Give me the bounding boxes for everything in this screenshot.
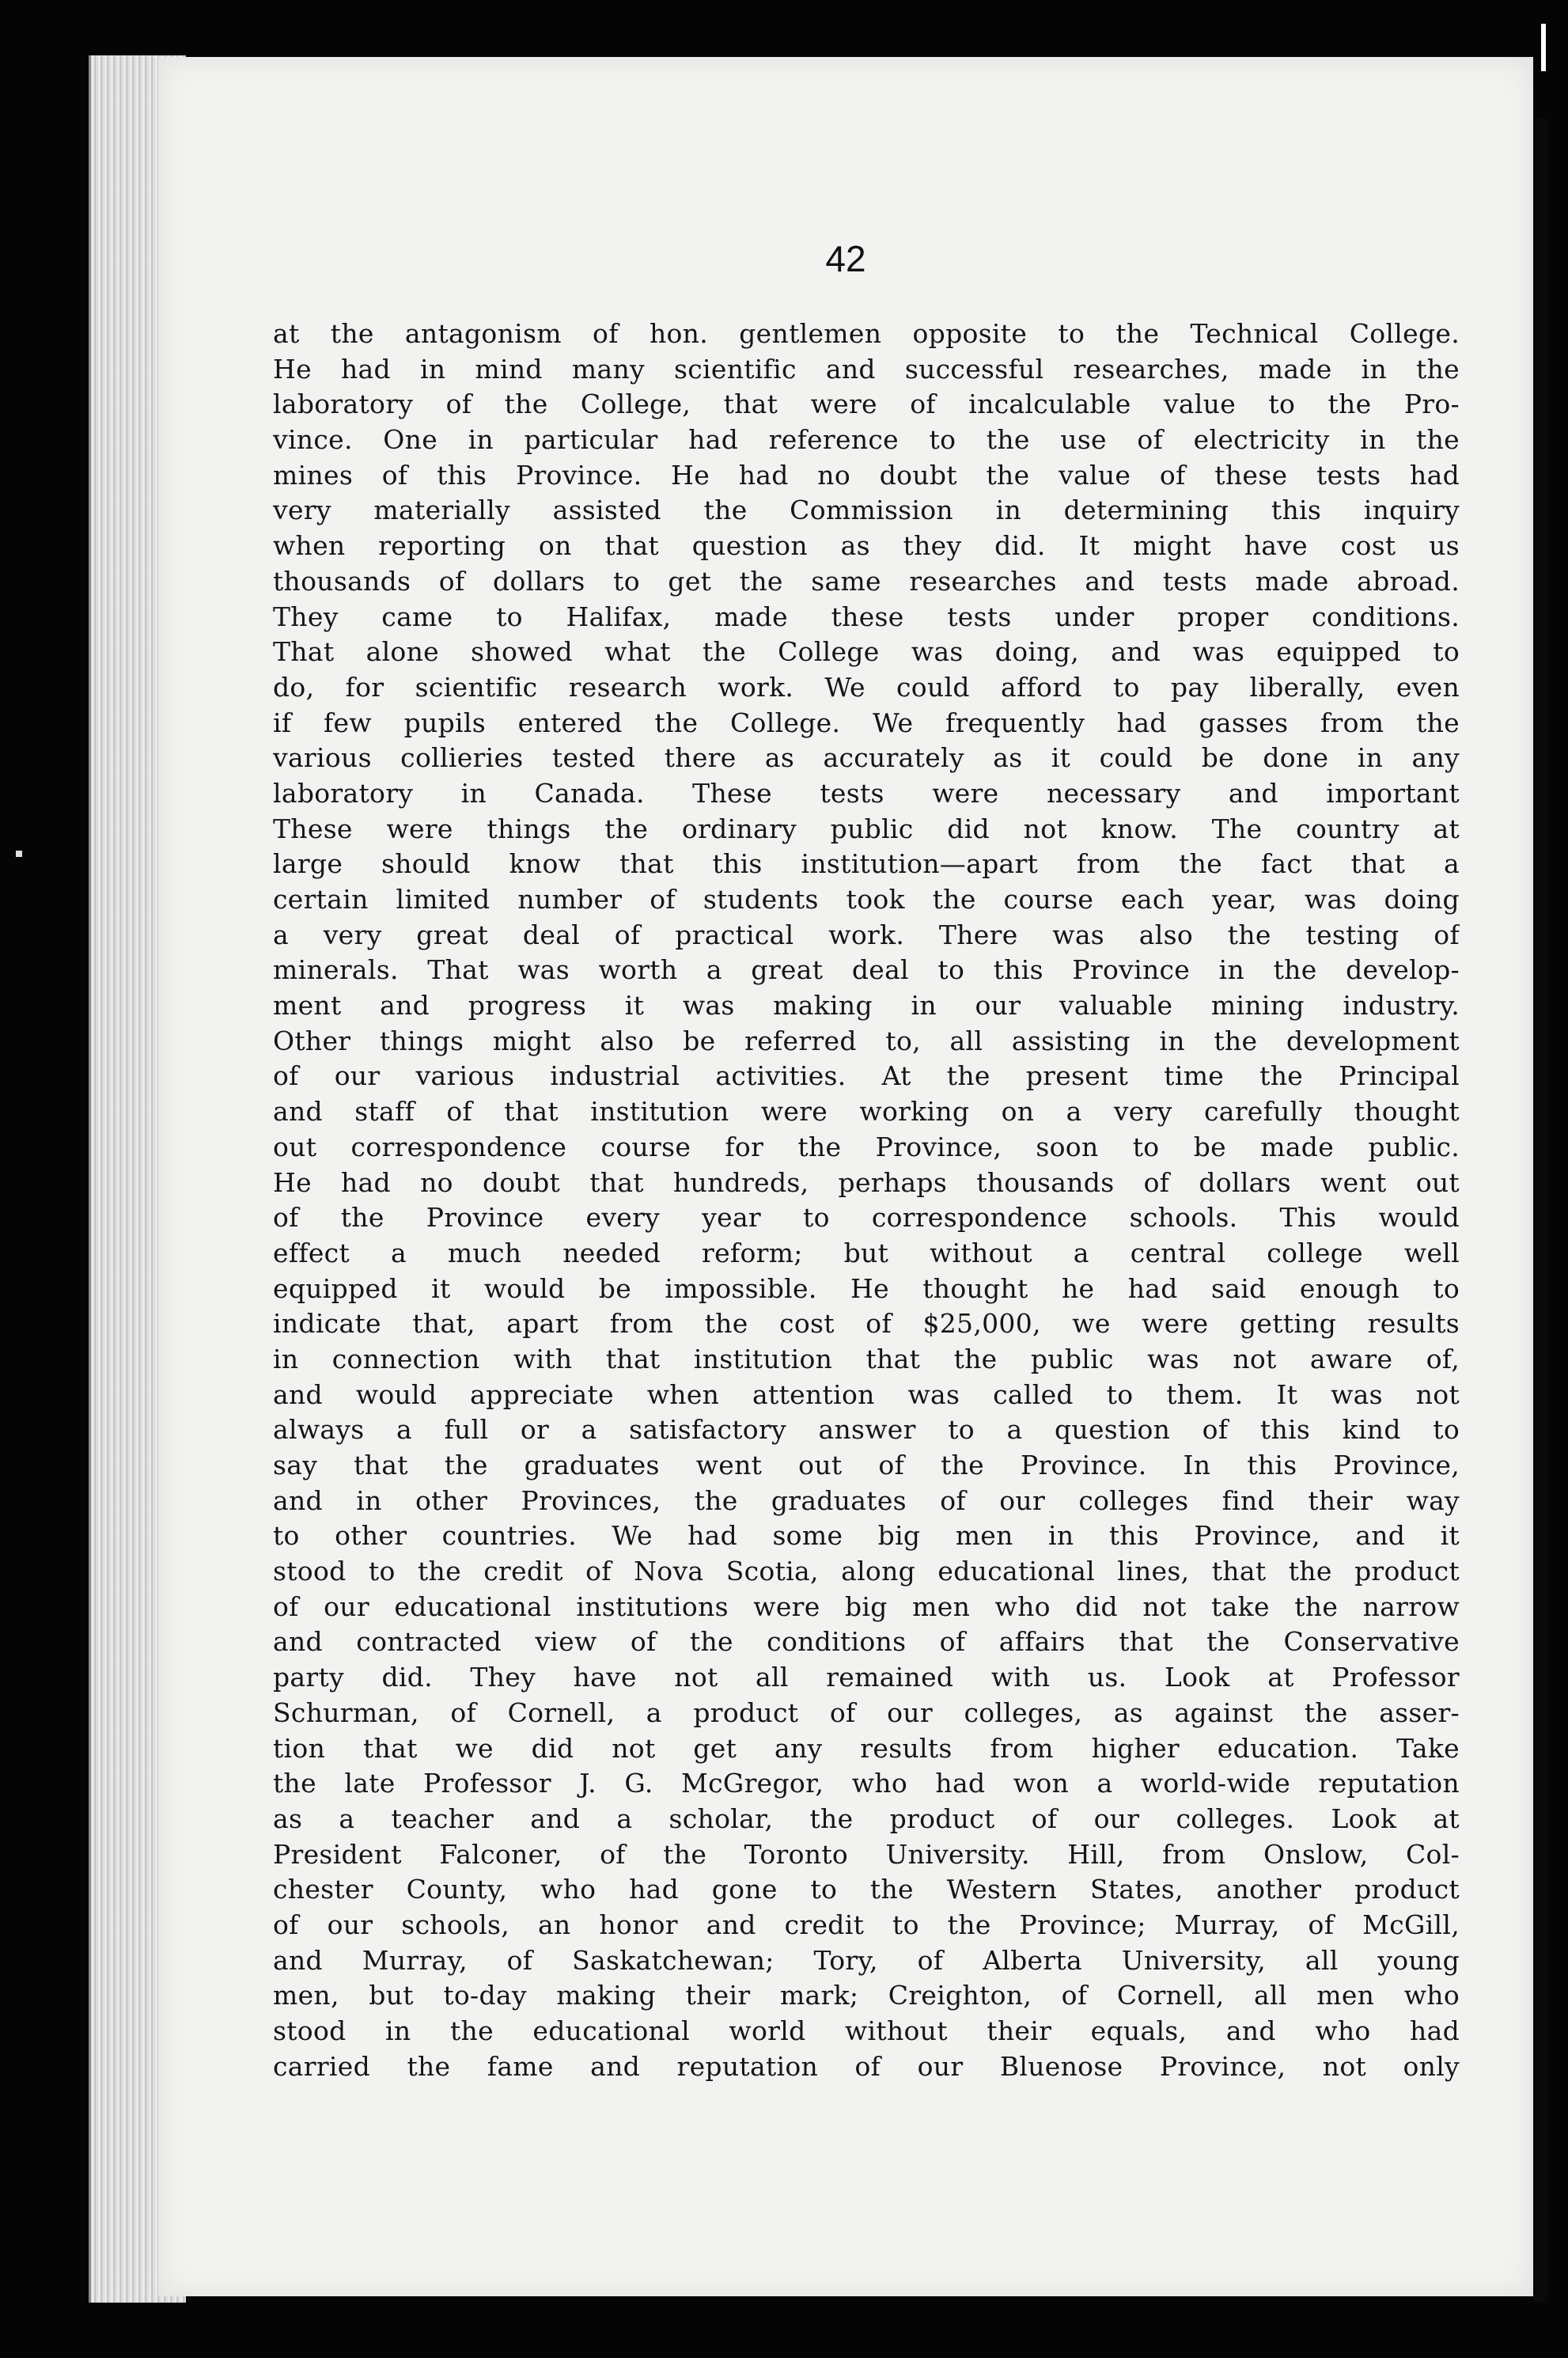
text-line: do, for scientific research work. We could afford to pay liberally, even — [273, 671, 1460, 703]
text-line: of our various industrial activities. At the present time the Principal — [273, 1060, 1460, 1092]
text-line: in connection with that institution that the public was not aware of, — [273, 1343, 1460, 1374]
text-line: and Murray, of Saskatchewan; Tory, of Alberta University, all young — [273, 1944, 1460, 1976]
text-line: equipped it would be impossible. He thought he had said enough to — [273, 1272, 1460, 1304]
text-line: certain limited number of students took the course each year, was doing — [273, 884, 1460, 915]
text-line: stood in the educational world without their equals, and who had — [273, 2015, 1460, 2046]
text-line: out correspondence course for the Province, soon to be made public. — [273, 1131, 1460, 1162]
text-line: and would appreciate when attention was called to them. It was not — [273, 1378, 1460, 1410]
page-right-shadow — [1533, 119, 1547, 2303]
text-line: if few pupils entered the College. We frequently had gasses from the — [273, 707, 1460, 738]
text-line: minerals. That was worth a great deal to this Province in the develop- — [273, 954, 1460, 986]
text-line: indicate that, apart from the cost of $25,000, we were getting results — [273, 1308, 1460, 1340]
text-line: ment and progress it was making in our valuable mining industry. — [273, 990, 1460, 1022]
text-line: of our schools, an honor and credit to the Province; Murray, of McGill, — [273, 1909, 1460, 1940]
text-line: stood to the credit of Nova Scotia, along educational lines, that the product — [273, 1556, 1460, 1587]
text-line: when reporting on that question as they did. It might have cost us — [273, 530, 1460, 562]
text-line: laboratory of the College, that were of incalculable value to the Pro- — [273, 389, 1460, 420]
text-line: They came to Halifax, made these tests under proper conditions. — [273, 601, 1460, 632]
text-line: and in other Provinces, the graduates of our colleges find their way — [273, 1484, 1460, 1516]
text-line: carried the fame and reputation of our Bluenose Province, not only — [273, 2050, 1460, 2082]
text-line: of the Province every year to correspondence schools. This would — [273, 1202, 1460, 1234]
scan-mark — [16, 851, 22, 857]
body-text — [273, 317, 1460, 2084]
page-number: 42 — [825, 238, 866, 279]
text-line: various collieries tested there as accurately as it could be done in any — [273, 742, 1460, 774]
text-line: laboratory in Canada. These tests were necessary and important — [273, 777, 1460, 809]
text-line: party did. They have not all remained with us. Look at Professor — [273, 1662, 1460, 1693]
text-line: That alone showed what the College was doing, and was equipped to — [273, 636, 1460, 668]
text-line: men, but to-day making their mark; Creighton, of Cornell, all men who — [273, 1980, 1460, 2011]
text-line: very materially assisted the Commission in determining this inquiry — [273, 495, 1460, 526]
text-line: Schurman, of Cornell, a product of our colleges, as against the asser- — [273, 1696, 1460, 1728]
text-line: always a full or a satisfactory answer to a question of this kind to — [273, 1414, 1460, 1446]
text-line: at the antagonism of hon. gentlemen opposite to the Technical College. — [273, 318, 1460, 349]
text-line: of our educational institutions were big men who did not take the narrow — [273, 1590, 1460, 1622]
scan-mark — [1541, 24, 1546, 71]
text-line: Other things might also be referred to, all assisting in the development — [273, 1025, 1460, 1056]
text-line: He had in mind many scientific and successful researches, made in the — [273, 353, 1460, 385]
text-line: vince. One in particular had reference to the use of electricity in the — [273, 424, 1460, 456]
text-line: tion that we did not get any results from higher education. Take — [273, 1732, 1460, 1764]
text-line: and staff of that institution were working on a very carefully thought — [273, 1096, 1460, 1128]
text-line: say that the graduates went out of the Province. In this Province, — [273, 1450, 1460, 1480]
text-line: the late Professor J. G. McGregor, who had won a world-wide reputation — [273, 1768, 1460, 1799]
text-line: to other countries. We had some big men in this Province, and it — [273, 1520, 1460, 1552]
text-line: President Falconer, of the Toronto University. Hill, from Onslow, Col- — [273, 1838, 1460, 1870]
text-line: He had no doubt that hundreds, perhaps thousands of dollars went out — [273, 1166, 1460, 1198]
text-line: These were things the ordinary public did not know. The country at — [273, 813, 1460, 844]
text-line: large should know that this institution—apart from the fact that a — [273, 848, 1460, 880]
text-line: a very great deal of practical work. There was also the testing of — [273, 919, 1460, 950]
text-line: as a teacher and a scholar, the product of our colleges. Look at — [273, 1803, 1460, 1834]
text-line: thousands of dollars to get the same researches and tests made abroad. — [273, 565, 1460, 597]
text-line: and contracted view of the conditions of affairs that the Conservative — [273, 1626, 1460, 1658]
text-line: chester County, who had gone to the Western States, another product — [273, 1874, 1460, 1905]
text-line: mines of this Province. He had no doubt the value of these tests had — [273, 459, 1460, 491]
text-line: effect a much needed reform; but without a central college well — [273, 1237, 1460, 1268]
